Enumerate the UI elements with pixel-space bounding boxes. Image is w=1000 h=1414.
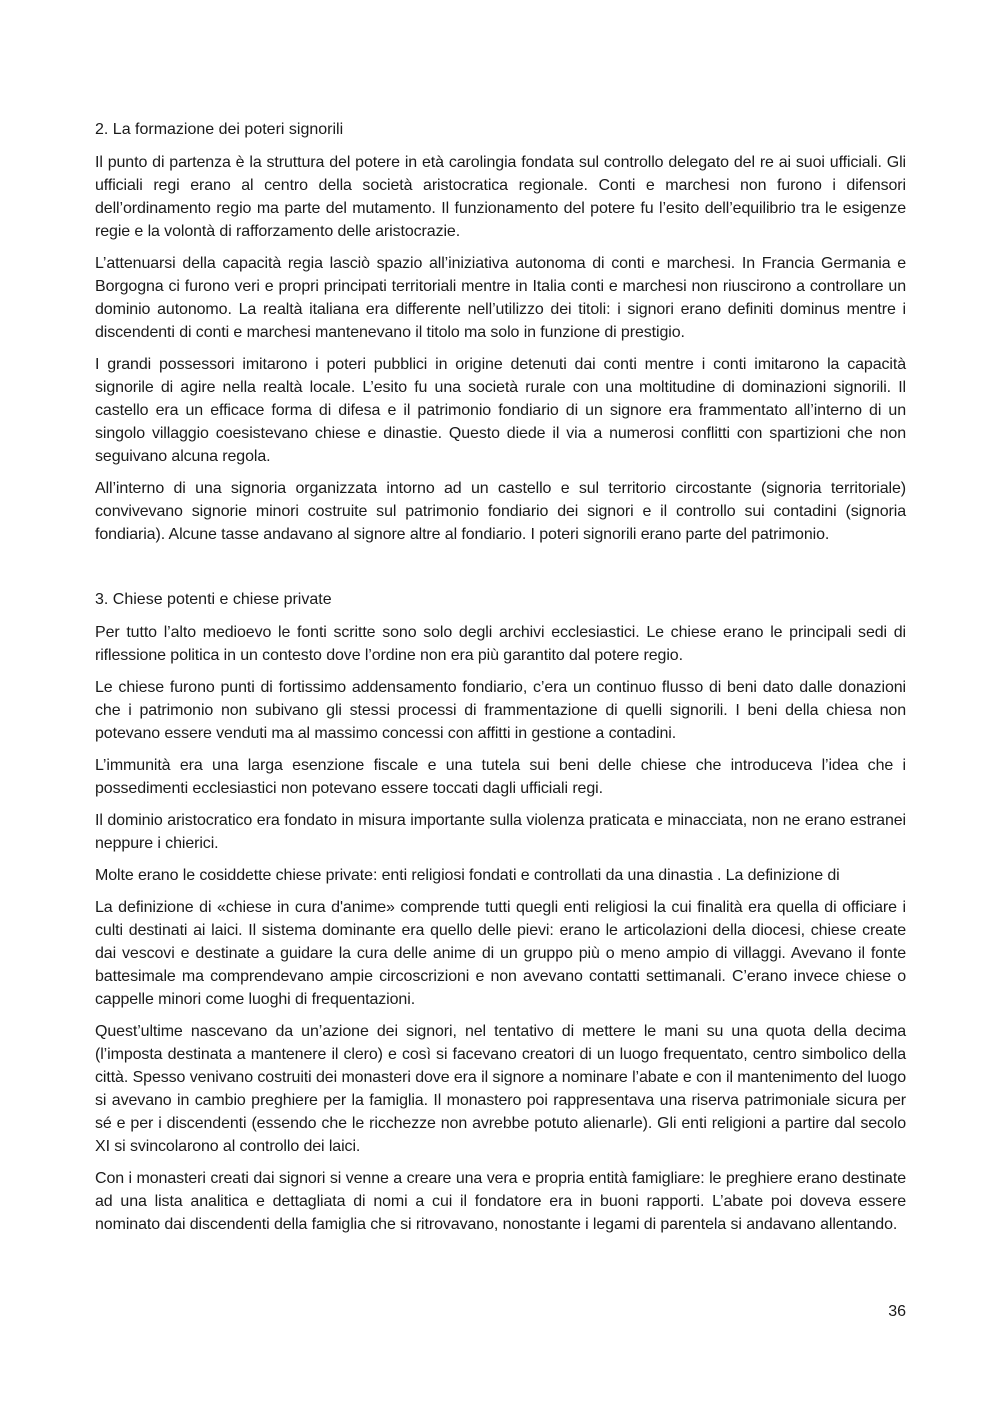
paragraph: L’immunità era una larga esenzione fiscale e una tutela sui beni delle chiese che introduceva l’idea che i possedimenti ecclesiastici non potevano essere toccati dagli ufficiali regi. bbox=[95, 757, 906, 797]
document-body bbox=[95, 118, 906, 1245]
section-heading: 2. La formazione dei poteri signorili bbox=[95, 121, 344, 138]
paragraph: Le chiese furono punti di fortissimo addensamento fondiario, c’era un continuo flusso di beni dato dalle donazioni che i patrimonio non subivano gli stessi processi di frammentazione di quelli signorili. I beni della chiesa non potevano essere venduti ma al massimo concessi con affitti in gestione a contadini. bbox=[95, 679, 906, 742]
paragraph: Molte erano le cosiddette chiese private: enti religiosi fondati e controllati da una dinastia . La definizione di bbox=[95, 867, 840, 884]
paragraph: All’interno di una signoria organizzata intorno ad un castello e sul territorio circostante (signoria territoriale) convivevano signorie minori costruite sul patrimonio fondiario dei signori e il controllo sui contadini (signoria fondiaria). Alcune tasse andavano al signore altre al fondiario. I poteri signorili erano parte del patrimonio. bbox=[95, 480, 906, 543]
section-heading: 3. Chiese potenti e chiese private bbox=[95, 591, 332, 608]
section-spacer bbox=[95, 555, 906, 588]
paragraph: L’attenuarsi della capacità regia lasciò spazio all’iniziativa autonoma di conti e marchesi. In Francia Germania e Borgogna ci furono veri e propri principati territoriali mentre in Italia conti e marchesi non riuscirono a controllare un dominio autonomo. La realtà italiana era differente nell’utilizzo dei titoli: i signori erano definiti dominus mentre i discendenti di conti e marchesi mantenevano il titolo ma solo in funzione di prestigio. bbox=[95, 255, 906, 341]
paragraph: Con i monasteri creati dai signori si venne a creare una vera e propria entità famigliare: le preghiere erano destinate ad una lista analitica e dettagliata di nomi a cui il fondatore era in buoni rapporti. L’abate poi doveva essere nominato dai discendenti della famiglia che si ritrovavano, nonostante i legami di parentela si andavano allentando. bbox=[95, 1170, 906, 1233]
paragraph: Per tutto l’alto medioevo le fonti scritte sono solo degli archivi ecclesiastici. Le chiese erano le principali sedi di riflessione politica in un contesto dove l’ordine non era più garantito dal potere regio. bbox=[95, 624, 906, 664]
paragraph: Il dominio aristocratico era fondato in misura importante sulla violenza praticata e minacciata, non ne erano estranei neppure i chierici. bbox=[95, 812, 906, 852]
paragraph: Quest’ultime nascevano da un’azione dei signori, nel tentativo di mettere le mani su una quota della decima (l’imposta destinata a mantenere il clero) e così si facevano creatori di un luogo frequentato, centro simbolico della città. Spesso venivano costruiti dei monasteri dove era il signore a nominare l’abate e con il mantenimento del luogo si avevano in cambio preghiere per la famiglia. Il monastero poi rappresentava una riserva patrimoniale sicura per sé e per i discendenti (essendo che le ricchezze non avrebbe potuto alienarle). Gli enti religioni a partire dal secolo XI si svincolarono al controllo dei laici. bbox=[95, 1023, 906, 1155]
paragraph: La definizione di «chiese in cura d'anime» comprende tutti quegli enti religiosi la cui finalità era quella di officiare i culti destinati ai laici. Il sistema dominante era quello delle pievi: erano le articolazioni della diocesi, chiese create dai vescovi e destinate a guidare la cura delle anime di un gruppo più o meno ampio di villaggi. Avevano il fonte battesimale ma comprendevano ampie circoscrizioni e non avevano contatti settimanali. C’erano invece chiese o cappelle minori come luoghi di frequentazioni. bbox=[95, 899, 906, 1008]
page-number: 36 bbox=[888, 1303, 906, 1320]
paragraph: Il punto di partenza è la struttura del potere in età carolingia fondata sul controllo delegato del re ai suoi ufficiali. Gli ufficiali regi erano al centro della società aristocratica regionale. Conti e marchesi non furono i difensori dell’ordinamento regio ma parte del mutamento. Il funzionamento del potere fu l’esito dell’equilibrio tra le esigenze regie e la volontà di rafforzamento delle aristocrazie. bbox=[95, 154, 906, 240]
paragraph: I grandi possessori imitarono i poteri pubblici in origine detenuti dai conti mentre i conti imitarono la capacità signorile di agire nella realtà locale. L’esito fu una società rurale con una moltitudine di dominazioni signorili. Il castello era un efficace forma di difesa e il patrimonio fondiario di un signore era frammentato all’interno di un singolo villaggio coesistevano chiese e dinastie. Questo diede il via a numerosi conflitti con spartizioni che non seguivano alcuna regola. bbox=[95, 356, 906, 465]
